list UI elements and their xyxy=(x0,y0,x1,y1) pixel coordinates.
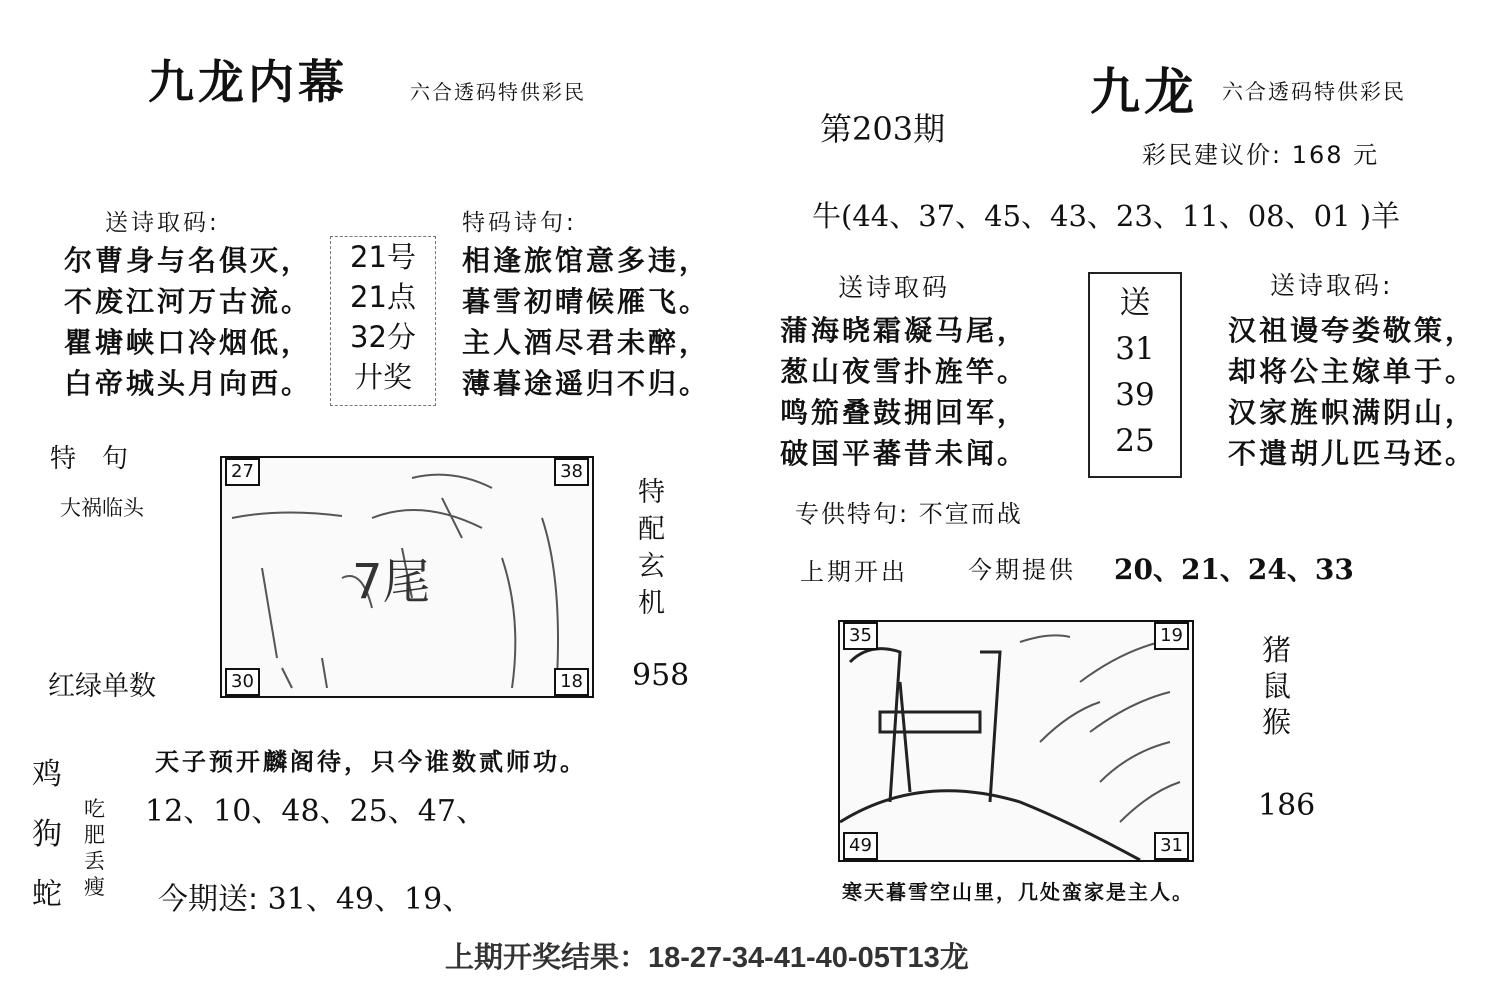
left-poem1 xyxy=(64,240,312,404)
jin-qi-song-label: 今期送: xyxy=(158,882,259,917)
right-subtitle: 六合透码特供彩民 xyxy=(1222,80,1406,104)
poem-line: 蒲海晓霜凝马尾， xyxy=(780,314,1029,347)
jin-qi-label: 今期提供 xyxy=(968,556,1076,584)
jin-qi-song xyxy=(158,874,472,918)
poem-line: 葱山夜雪扑旌竿。 xyxy=(780,355,1029,388)
box-line: 廾奖 xyxy=(353,360,412,394)
right-poem1-heading: 送诗取码 xyxy=(838,273,951,302)
right-side-number: 186 xyxy=(1258,788,1316,823)
number: 、19 xyxy=(374,882,443,917)
box-line: 21点 xyxy=(350,280,416,314)
number: 、47 xyxy=(387,794,456,829)
poem-line: 暮雪初晴候雁飞。 xyxy=(462,285,711,318)
left-subtitle: 六合透码特供彩民 xyxy=(410,80,586,104)
right-poem2 xyxy=(1228,310,1476,474)
corner-number: 38 xyxy=(554,458,589,486)
side-vertical-text xyxy=(638,474,665,622)
box-line: 32分 xyxy=(350,320,416,354)
number: 、49 xyxy=(305,882,375,917)
number: 、 xyxy=(455,794,486,829)
right-picture xyxy=(838,620,1194,862)
corner-number: 35 xyxy=(843,622,878,650)
poem-line: 尔曹身与名俱灭， xyxy=(64,244,313,277)
corner-number: 49 xyxy=(843,832,878,860)
vert-char: 肥 xyxy=(84,823,105,847)
left-poem2-heading: 特码诗句: xyxy=(462,210,577,236)
right-animals-vertical xyxy=(1262,632,1291,740)
vert-char: 丢 xyxy=(84,849,105,873)
hong-lv-label: 红绿单数 xyxy=(48,671,156,702)
vert-char: 吃 xyxy=(84,797,105,821)
number: 、48 xyxy=(251,794,320,829)
poem-line: 不废江河万古流。 xyxy=(64,285,313,318)
sketch-drawing xyxy=(222,458,592,696)
animal-char: 鸡 xyxy=(32,757,62,792)
sketch-drawing xyxy=(840,622,1192,860)
number: 、 xyxy=(442,882,473,917)
vert-char: 特 xyxy=(638,477,665,508)
left-side-number: 958 xyxy=(632,658,690,693)
poem-line: 薄暮途遥归不归。 xyxy=(462,367,711,400)
poem-line: 汉祖谩夸娄敬策， xyxy=(1228,314,1477,347)
left-animals-vertical xyxy=(32,745,62,925)
left-poem2 xyxy=(462,240,710,404)
right-middle-box xyxy=(1088,272,1182,478)
poem-line: 白帝城头月向西。 xyxy=(64,367,313,400)
chi-fei-vertical xyxy=(84,796,105,900)
corner-number: 18 xyxy=(554,668,589,696)
shang-qi-label: 上期开出 xyxy=(800,558,908,586)
number: 31 xyxy=(267,882,306,917)
animal-char: 蛇 xyxy=(32,877,62,912)
animal-char: 猪 xyxy=(1262,633,1292,667)
corner-number: 30 xyxy=(225,668,260,696)
animal-char: 鼠 xyxy=(1262,669,1292,703)
box-line: 21号 xyxy=(350,240,416,274)
number: 12 xyxy=(145,794,184,829)
niu-yang-numbers: 牛(44、37、45、43、23、11、08、01 )羊 xyxy=(812,199,1401,233)
jin-qi-numbers: 20、21、24、33 xyxy=(1114,553,1354,586)
poem-line: 相逢旅馆意多违， xyxy=(462,244,711,277)
corner-number: 27 xyxy=(225,458,260,486)
left-poem1-heading: 送诗取码: xyxy=(105,210,220,236)
te-ju-label: 特 句 xyxy=(50,444,129,474)
vert-char: 机 xyxy=(638,588,665,619)
right-caption: 寒天暮雪空山里，几处蛮家是主人。 xyxy=(842,880,1194,904)
poem-line: 主人酒尽君未醉， xyxy=(462,326,711,359)
poem-line: 汉家旌帜满阴山， xyxy=(1228,396,1477,429)
corner-number: 19 xyxy=(1154,622,1189,650)
vert-char: 配 xyxy=(638,514,665,545)
right-title: 九龙 xyxy=(1090,62,1198,121)
number: 、25 xyxy=(319,794,388,829)
poem-line: 瞿塘峡口冷烟低， xyxy=(64,326,313,359)
te-ju-text: 大祸临头 xyxy=(60,496,144,520)
number: 、10 xyxy=(183,794,252,829)
animal-char: 狗 xyxy=(32,817,62,852)
right-poem2-heading: 送诗取码: xyxy=(1270,271,1394,300)
right-poem1 xyxy=(780,310,1028,474)
poem-line: 破国平蕃昔未闻。 xyxy=(780,437,1029,470)
poem-line: 鸣笳叠鼓拥回军， xyxy=(780,396,1029,429)
poem-line: 却将公主嫁单于。 xyxy=(1228,355,1477,388)
footer-result: 上期开奖结果：18-27-34-41-40-05T13龙 xyxy=(445,942,969,974)
price: 彩民建议价: 168 元 xyxy=(1142,141,1380,169)
left-title: 九龙内幕 xyxy=(148,55,348,109)
box-line: 25 xyxy=(1115,423,1155,459)
box-line: 31 xyxy=(1115,331,1155,367)
box-line: 39 xyxy=(1115,377,1155,413)
corner-number: 31 xyxy=(1154,832,1189,860)
issue-number: 第203期 xyxy=(820,110,946,148)
left-verse: 天子预开麟阁待，只今谁数贰师功。 xyxy=(155,748,587,776)
animal-char: 猴 xyxy=(1262,705,1292,739)
left-middle-box xyxy=(330,236,436,406)
left-picture xyxy=(220,456,594,698)
zhuan-gong-te-ju: 专供特句: 不宣而战 xyxy=(795,500,1023,528)
vert-char: 玄 xyxy=(638,551,665,582)
svg-text:7尾: 7尾 xyxy=(352,554,431,610)
box-line: 送 xyxy=(1119,285,1151,321)
left-numbers xyxy=(145,786,486,830)
poem-line: 不遣胡儿匹马还。 xyxy=(1228,437,1477,470)
vert-char: 瘦 xyxy=(84,875,105,899)
